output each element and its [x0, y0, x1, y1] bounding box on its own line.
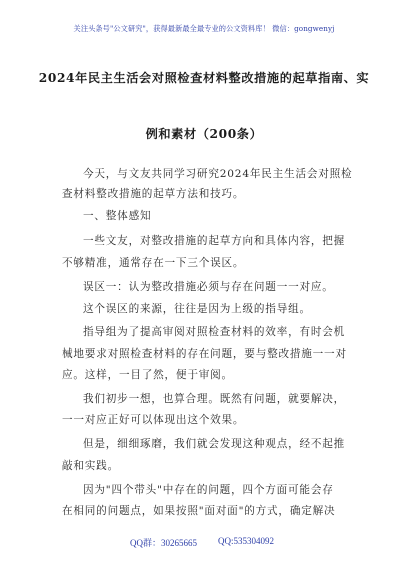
body-line-10: 应。这样，一目了然，便于审阅。	[62, 369, 233, 381]
body-line-7: 这个误区的来源，往往是因为上级的指导组。	[83, 303, 311, 315]
section-heading: 一、整体感知	[83, 210, 152, 222]
body-line-11: 我们初步一想，也算合理。既然有问题，就要解决，	[83, 393, 346, 405]
footer-qq-contact: QQ:535304092	[218, 536, 274, 546]
body-line-2: 查材料整改措施的起草方法和技巧。	[62, 188, 245, 200]
body-line-1: 今天，与文友共同学习研究2024年民主生活会对照检	[83, 168, 353, 180]
body-line-14: 敲和实践。	[62, 460, 119, 472]
body-line-8: 指导组为了提高审阅对照检查材料的效率，有时会机	[83, 326, 346, 338]
body-line-15: 因为"四个带头"中存在的问题，四个方面可能会存	[83, 484, 334, 496]
body-line-12: 一一对应正好可以体现出这个效果。	[62, 414, 245, 426]
body-line-5: 不够精准，通常存在一下三个误区。	[62, 257, 245, 269]
document-title-line1: 2024年民主生活会对照检查材料整改措施的起草指南、实	[38, 71, 370, 85]
body-line-4: 一些文友，对整改措施的起草方向和具体内容，把握	[83, 235, 346, 247]
body-line-9: 械地要求对照检查材料的存在问题，要与整改措施一一对	[62, 348, 347, 360]
header-banner: 关注头条号"公文研究"，获得最新最全最专业的公文资料库！ 微信：gongwenyj	[73, 24, 335, 33]
body-line-16: 在相同的问题点，如果按照"面对面"的方式，确定解决	[62, 505, 336, 517]
document-title-line2: 例和素材（200条）	[145, 127, 263, 141]
body-line-6: 误区一：认为整改措施必须与存在问题一一对应。	[83, 281, 334, 293]
footer-qq-group: QQ群：30265665	[130, 538, 197, 548]
body-line-13: 但是，细细琢磨，我们就会发现这种观点，经不起推	[83, 438, 346, 450]
